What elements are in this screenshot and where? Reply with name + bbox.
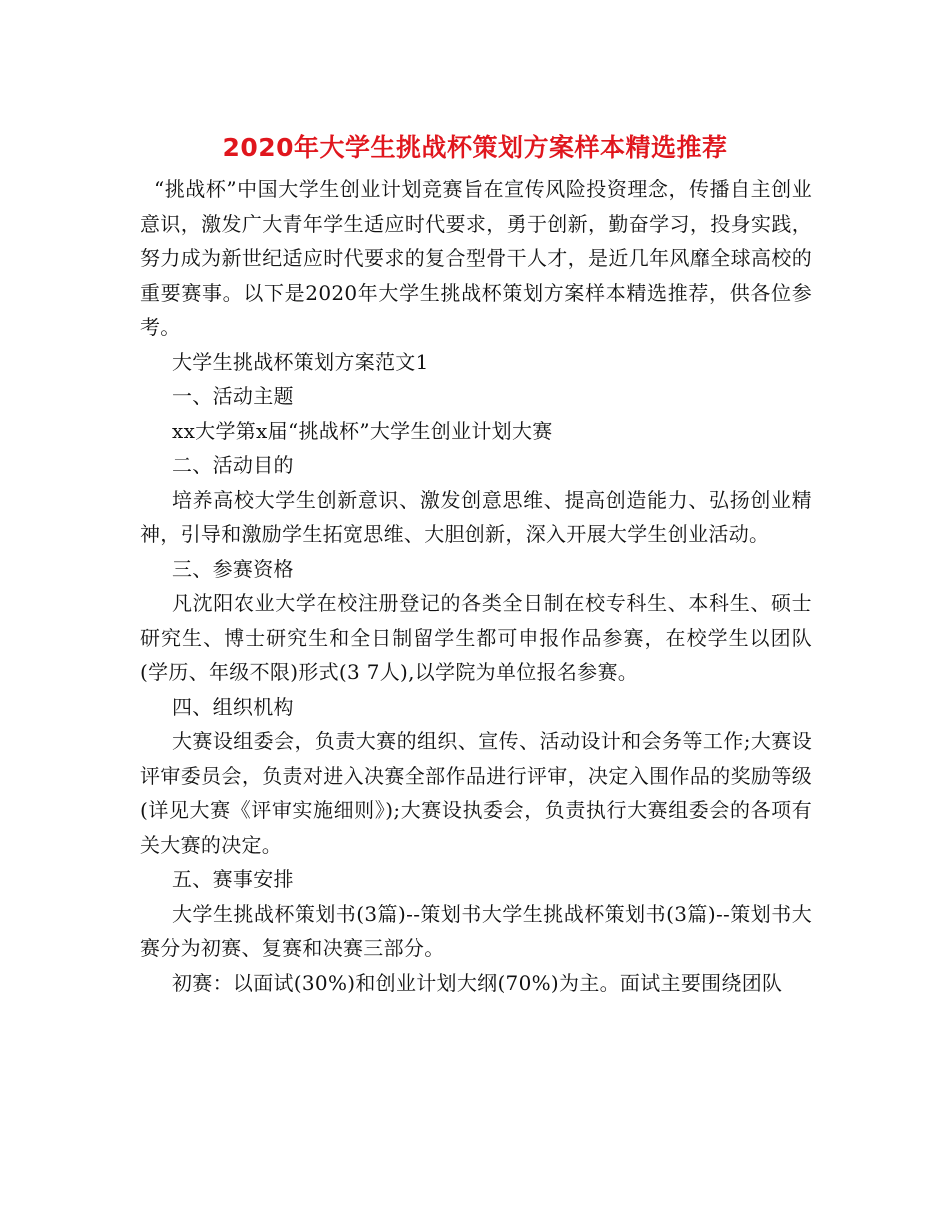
purpose-paragraph: 培养高校大学生创新意识、激发创意思维、提高创造能力、弘扬创业精神，引导和激励学生拓宽思维、大胆创新，深入开展大学生创业活动。 bbox=[140, 487, 812, 546]
section-heading-theme: 一、活动主题 bbox=[172, 384, 294, 408]
document-body bbox=[140, 172, 812, 1000]
section-heading-eligibility: 三、参赛资格 bbox=[172, 556, 294, 581]
organization-paragraph: 大赛设组委会，负责大赛的组织、宣传、活动设计和会务等工作;大赛设评审委员会，负责对进入决赛全部作品进行评审，决定入围作品的奖励等级(详见大赛《评审实施细则》);大赛设执委会，负责执行大赛组委会的各项有关大赛的决定。 bbox=[140, 729, 812, 857]
section-heading-schedule: 五、赛事安排 bbox=[172, 867, 294, 891]
section-heading-sample: 大学生挑战杯策划方案范文1 bbox=[172, 349, 429, 374]
section-heading-organization: 四、组织机构 bbox=[172, 694, 294, 719]
section-heading-purpose: 二、活动目的 bbox=[172, 453, 294, 477]
schedule-paragraph: 大学生挑战杯策划书(3篇)--策划书大学生挑战杯策划书(3篇)--策划书大赛分为初赛、复赛和决赛三部分。 bbox=[140, 901, 812, 960]
document-title: 2020年大学生挑战杯策划方案样本精选推荐 bbox=[222, 133, 728, 162]
intro-paragraph: “挑战杯”中国大学生创业计划竞赛旨在宣传风险投资理念，传播自主创业意识，激发广大青年学生适应时代要求，勇于创新，勤奋学习，投身实践，努力成为新世纪适应时代要求的复合型骨干人才，是近几年风靡全球高校的重要赛事。以下是2020年大学生挑战杯策划方案样本精选推荐，供各位参考。 bbox=[140, 177, 812, 339]
theme-paragraph: xx大学第x届“挑战杯”大学生创业计划大赛 bbox=[172, 418, 553, 443]
preliminary-paragraph: 初赛：以面试(30%)和创业计划大纲(70%)为主。面试主要围绕团队 bbox=[172, 970, 783, 995]
eligibility-paragraph: 凡沈阳农业大学在校注册登记的各类全日制在校专科生、本科生、硕士研究生、博士研究生和全日制留学生都可申报作品参赛，在校学生以团队(学历、年级不限)形式(3 7人),以学院为单位报名参赛。 bbox=[140, 591, 812, 684]
